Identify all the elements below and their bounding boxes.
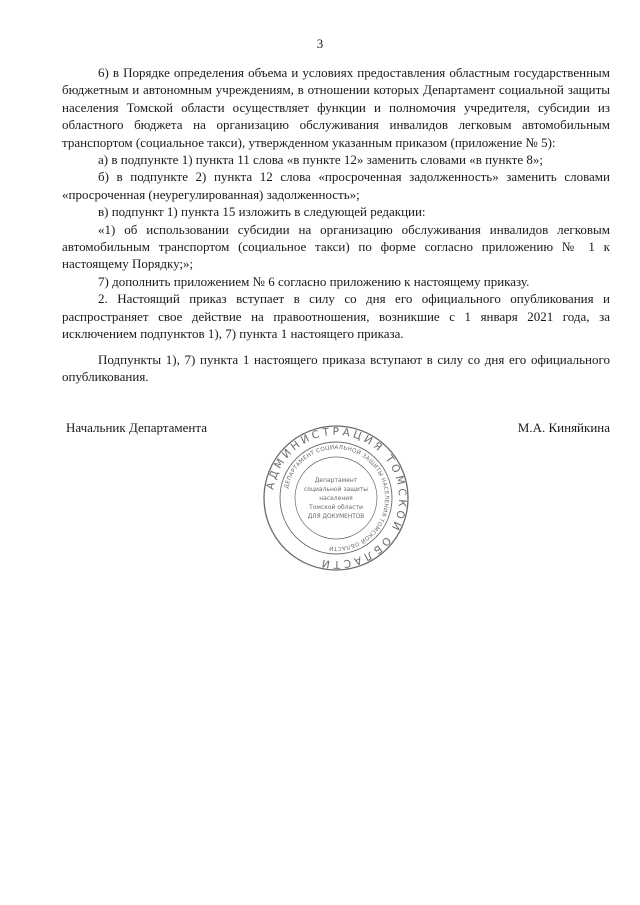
paragraph-2: 2. Настоящий приказ вступает в силу со дня его официального опубликования и распространяет свое действие на правоотношения, возникшие с 1 января 2021 года, за исключением подпунктов 1), 7) пункта 1 настоящего приказа.: [62, 291, 610, 342]
seal-center-line-4: Томской области: [309, 504, 363, 511]
page-number: 3: [316, 36, 324, 51]
seal-center-line-1: Департамент: [314, 477, 358, 484]
paragraph-6v: в) подпункт 1) пункта 15 изложить в следующей редакции:: [98, 204, 426, 220]
paragraph-6b: б) в подпункте 2) пункта 12 слова «просроченная задолженность» заменить словами «просроченная (неурегулированная) задолженность»;: [62, 169, 610, 202]
paragraph-effective: Подпункты 1), 7) пункта 1 настоящего приказа вступают в силу со дня его официального опубликования.: [62, 351, 610, 384]
seal-svg: [262, 424, 410, 572]
paragraph-7: 7) дополнить приложением № 6 согласно приложению к настоящему приказу.: [98, 273, 530, 289]
paragraph-quote: «1) об использовании субсидии на организацию обслуживания инвалидов легковым автомобильным транспортом (социальное такси) по форме согласно приложению № 1 к настоящему Порядку;»;: [62, 221, 610, 272]
seal-outer-textpath: АДМИНИСТРАЦИЯ ТОМСКОЙ ОБЛАСТИ: [264, 425, 409, 571]
seal-center-line-2: социальной защиты: [303, 486, 369, 493]
seal-center-line-5: ДЛЯ ДОКУМЕНТОВ: [307, 514, 365, 520]
document-body: [62, 64, 610, 385]
signer-position: Начальник Департамента: [66, 420, 207, 435]
paragraph-6: 6) в Порядке определения объема и условиях предоставления областным государственным бюджетным и автономным учреждениям, в отношении которых Департамент социальной защиты населения Томской области осуществляет функции и полномочия учредителя, субсидии из областного бюджета на организацию обслуживания инвалидов легковым автомобильным транспортом (социальное такси), утвержденном указанным приказом (приложение № 5):: [62, 65, 610, 150]
seal-center-line-3: населения: [319, 495, 353, 502]
paragraph-6a: а) в подпункте 1) пункта 11 слова «в пункте 12» заменить словами «в пункте 8»;: [98, 152, 543, 168]
seal-center-text: [304, 477, 368, 520]
signer-name: М.А. Киняйкина: [517, 420, 610, 435]
official-seal: [262, 424, 410, 572]
seal-inner-textpath: ДЕПАРТАМЕНТ СОЦИАЛЬНОЙ ЗАЩИТЫ НАСЕЛЕНИЯ ТОМСКОЙ ОБЛАСТИ: [283, 444, 390, 552]
